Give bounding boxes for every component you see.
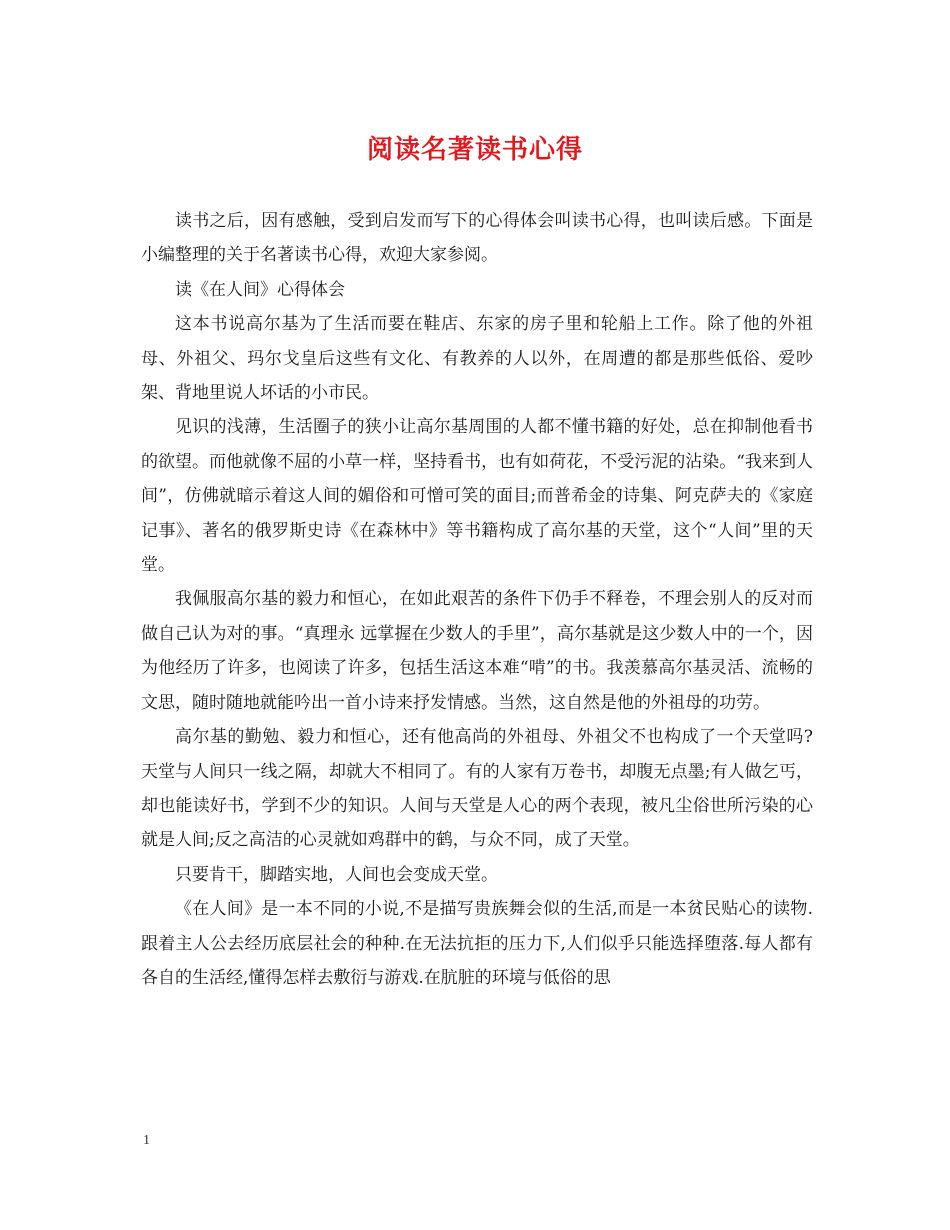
page-number: 1 [143,1133,150,1148]
paragraph: 我佩服高尔基的毅力和恒心，在如此艰苦的条件下仍手不释卷，不理会别人的反对而做自己认为对的事。“真理永 远掌握在少数人的手里”，高尔基就是这少数人中的一个，因为他经历了许多，也阅读了许多，包括生活这本难“啃”的书。我羡慕高尔基灵活、流畅的文思，随时随地就能吟出一首小诗来抒发情感。当然，这自然是他的外祖母的功劳。 [141,589,813,713]
paragraph-intro: 读书之后，因有感触，受到启发而写下的心得体会叫读书心得，也叫读后感。下面是小编整理的关于名著读书心得，欢迎大家参阅。 [141,211,813,266]
document-title: 阅读名著读书心得 [366,135,583,165]
document-body [141,204,813,995]
paragraph-subheading: 读《在人间》心得体会 [175,279,345,300]
paragraph: 高尔基的勤勉、毅力和恒心，还有他高尚的外祖母、外祖父不也构成了一个天堂吗?天堂与人间只一线之隔，却就大不相同了。有的人家有万卷书，却腹无点墨;有人做乞丐，却也能读好书，学到不少的知识。人间与天堂是人心的两个表现，被凡尘俗世所污染的心就是人间;反之高洁的心灵就如鸡群中的鹤，与众不同，成了天堂。 [141,727,813,851]
paragraph: 只要肯干，脚踏实地，人间也会变成天堂。 [175,864,498,885]
paragraph: 《在人间》是一本不同的小说,不是描写贵族舞会似的生活,而是一本贫民贴心的读物.跟着主人公去经历底层社会的种种.在无法抗拒的压力下,人们似乎只能选择堕落.每人都有各自的生活经,懂得怎样去敷衍与游戏.在肮脏的环境与低俗的思 [141,899,813,988]
paragraph: 这本书说高尔基为了生活而要在鞋店、东家的房子里和轮船上工作。除了他的外祖母、外祖父、玛尔戈皇后这些有文化、有教养的人以外，在周遭的都是那些低俗、爱吵架、背地里说人坏话的小市民。 [141,314,813,404]
paragraph: 见识的浅薄，生活圈子的狭小让高尔基周围的人都不懂书籍的好处，总在抑制他看书的欲望。而他就像不屈的小草一样，坚持看书，也有如荷花，不受污泥的沾染。“我来到人间”，仿佛就暗示着这人间的媚俗和可憎可笑的面目;而普希金的诗集、阿克萨夫的《家庭记事》、著名的俄罗斯史诗《在森林中》等书籍构成了高尔基的天堂，这个“人间”里的天堂。 [141,417,813,576]
